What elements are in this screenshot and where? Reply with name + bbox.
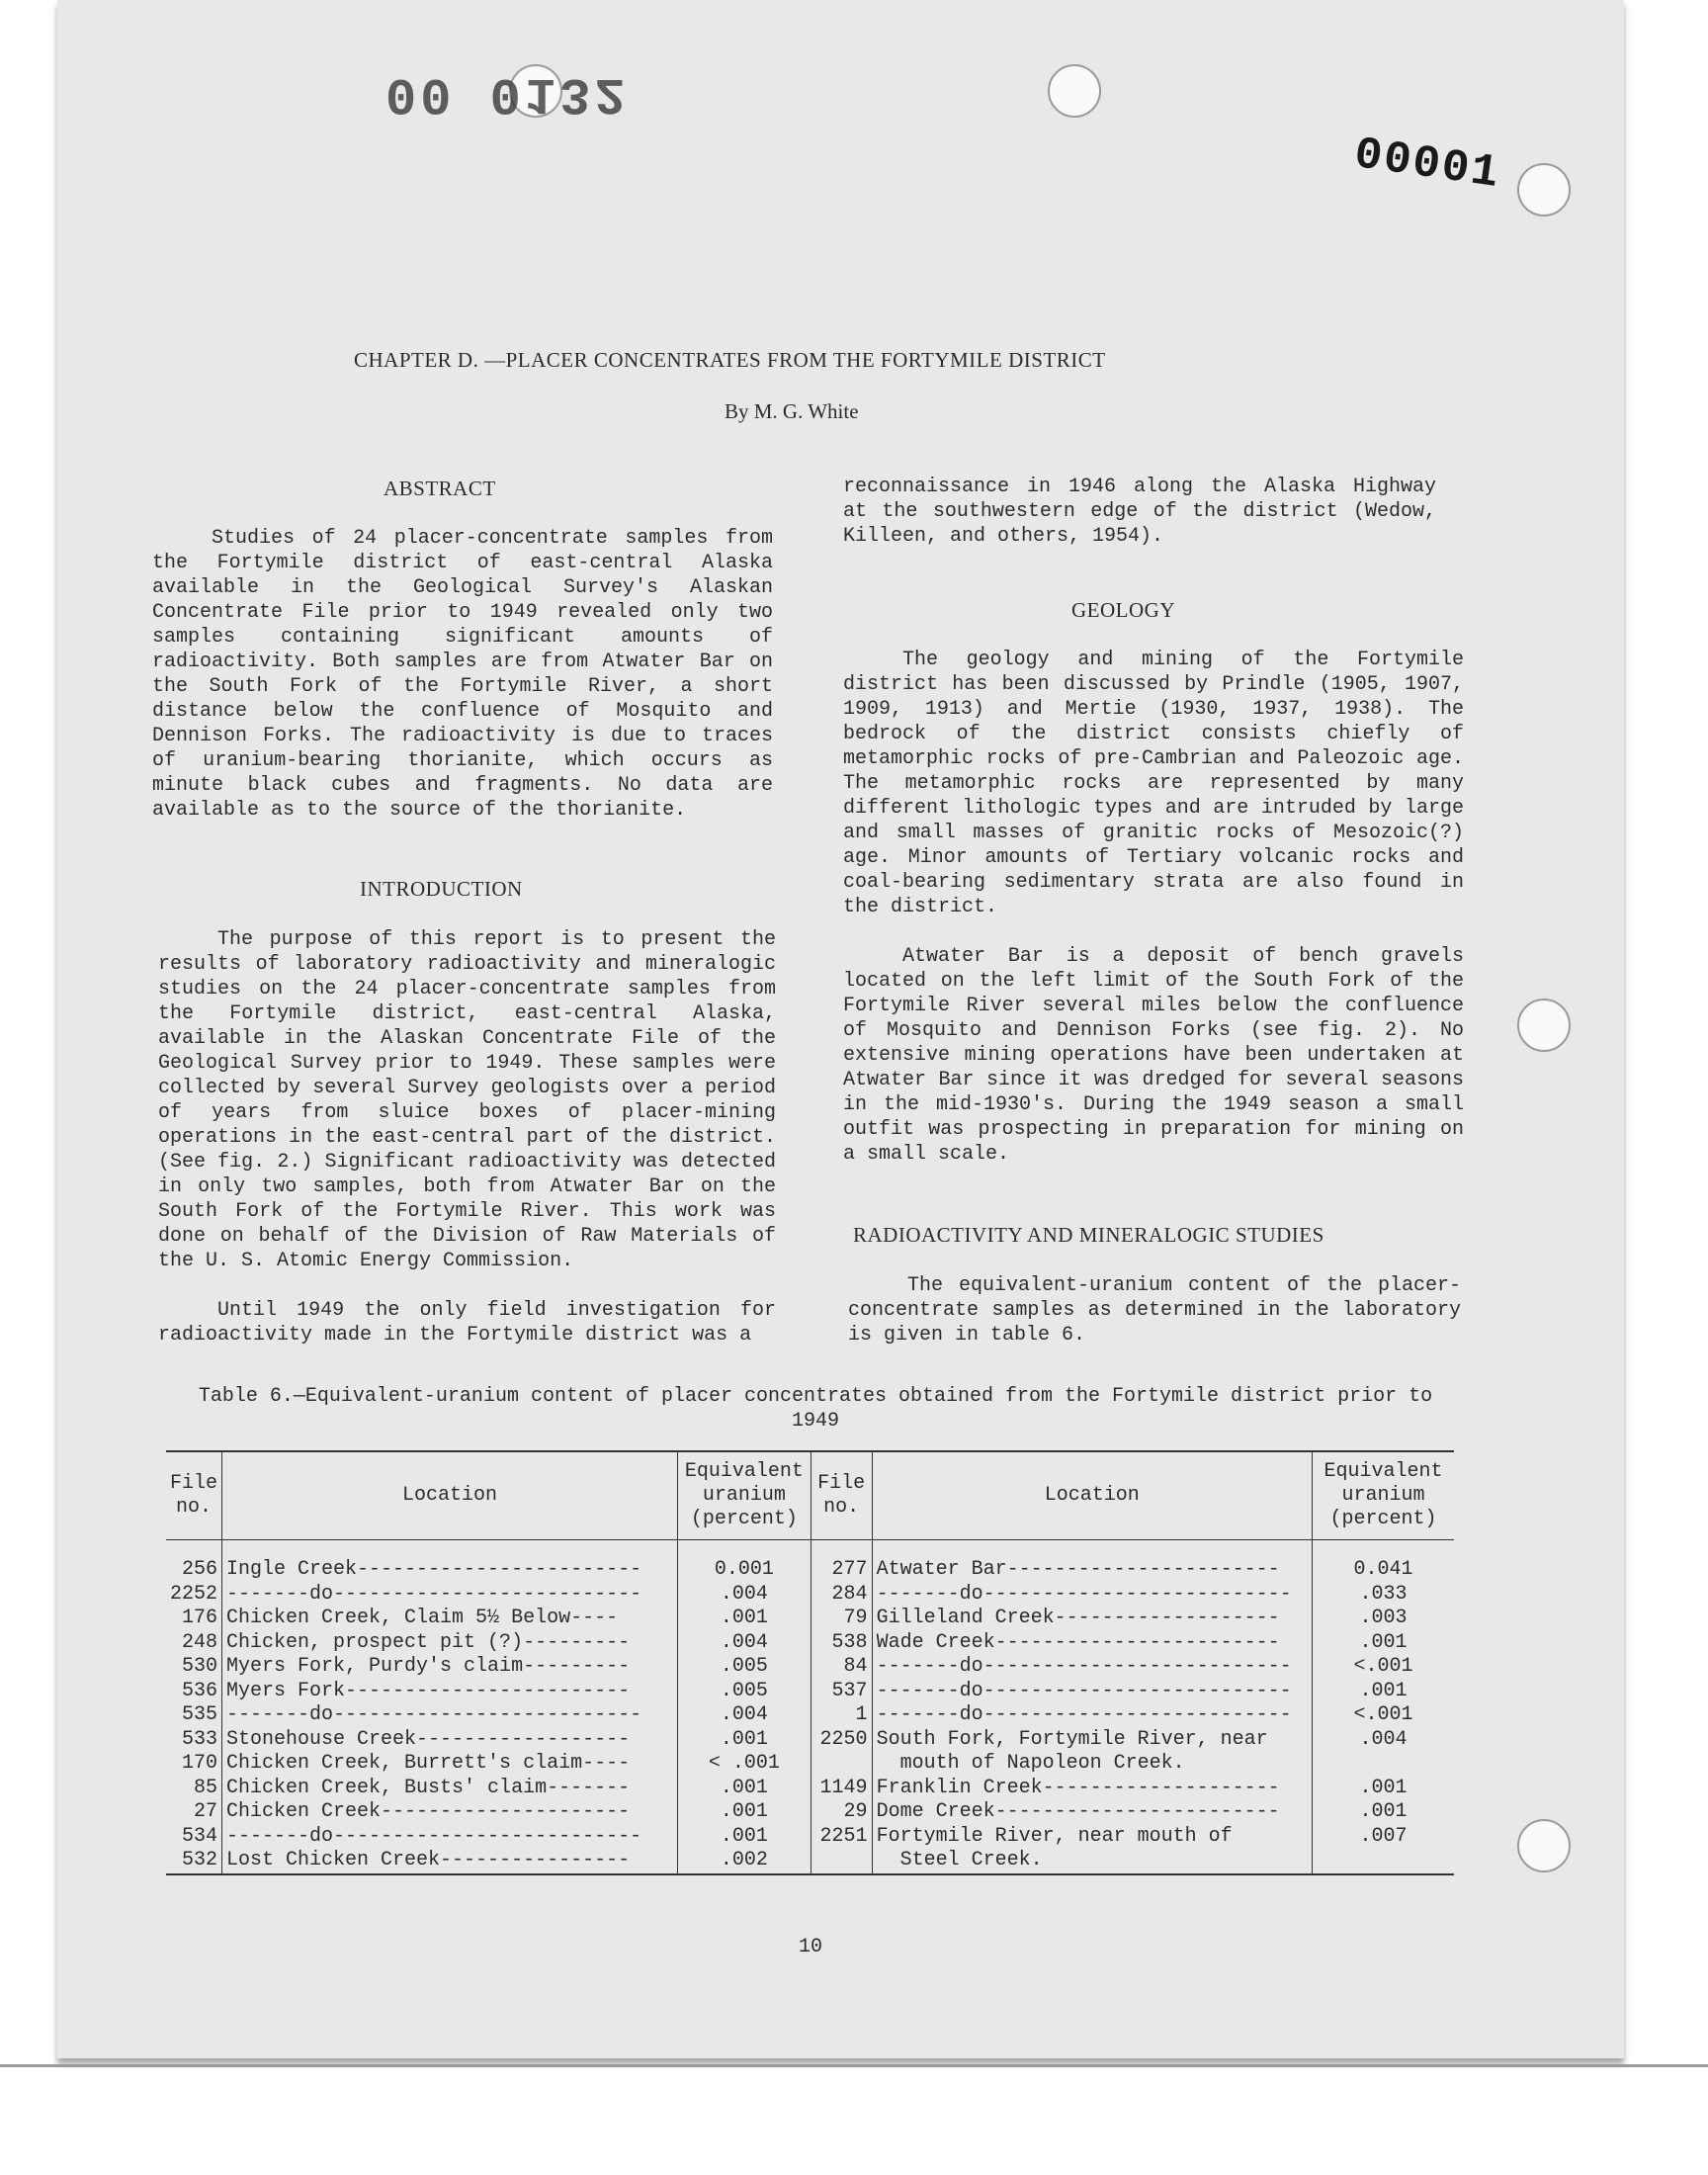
eu-cell: .002: [678, 1849, 811, 1874]
file-no-cell: 248: [166, 1631, 222, 1656]
table-spacer-row: [166, 1540, 1454, 1559]
eu-cell: <.001: [1353, 1703, 1413, 1726]
eu-cell: 0.041: [1353, 1558, 1413, 1581]
geology-paragraph-2: Atwater Bar is a deposit of bench gravels located on the left limit of the South Fork of the Fortymile River several miles below the confluence of Mosquito and Dennison Forks (see fig. 2). No extensive mining operations have been undertaken at Atwater Bar since it was dredged for several seasons in the mid-1930's. During the 1949 season a small outfit was prospecting in preparation for mining on a small scale.: [843, 945, 1464, 1166]
location-cell: -------do--------------------------: [872, 1583, 1312, 1608]
eu-cell: [1313, 1752, 1454, 1777]
location-cell: Stonehouse Creek------------------: [222, 1728, 678, 1753]
inverted-stamp-number: 00 0132: [385, 64, 630, 123]
geology-text-block: [843, 648, 1464, 1167]
radioactivity-paragraph-1: The equivalent-uranium content of the placer-concentrate samples as determined in the laboratory is given in table 6.: [848, 1274, 1461, 1347]
introduction-heading: INTRODUCTION: [360, 877, 523, 901]
eu-cell: [1313, 1849, 1454, 1874]
geology-paragraph-1: The geology and mining of the Fortymile district has been discussed by Prindle (1905, 1907, 1909, 1913) and Mertie (1930, 1937, 1938). The bedrock of the district consists chiefly of metamorphic rocks of pre-Cambrian and Paleozoic age. The metamorphic rocks are represented by many different lithologic types and are intruded by large and small masses of granitic rocks of Mesozoic(?) age. Minor amounts of Tertiary volcanic rocks and coal-bearing sedimentary strata are also found in the district.: [843, 649, 1464, 918]
file-no-cell: 530: [166, 1655, 222, 1680]
file-no-cell: 536: [166, 1680, 222, 1704]
location-cell: -------do--------------------------: [872, 1680, 1312, 1704]
eu-cell: .004: [678, 1583, 811, 1608]
punch-hole: [1517, 163, 1571, 217]
table-row: [166, 1800, 1454, 1825]
eu-cell: .005: [678, 1655, 811, 1680]
eu-cell: .003: [1359, 1607, 1408, 1629]
file-no-cell: 2250: [811, 1728, 872, 1753]
introduction-paragraph-1: The purpose of this report is to present the results of laboratory radioactivity and mineralogic studies on the 24 placer-concentrate samples from the Fortymile district, east-central Alaska, available in the Alaskan Concentrate File of the Geological Survey prior to 1949. These samples were collected by several Survey geologists over a period of years from sluice boxes of placer-mining operations in the east-central part of the district. (See fig. 2.) Significant radioactivity was detected in only two samples, both from Atwater Bar on the South Fork of the Fortymile River. This work was done on behalf of the Division of Raw Materials of the U. S. Atomic Energy Commission.: [158, 928, 776, 1272]
eu-cell: .001: [678, 1825, 811, 1850]
location-cell: Ingle Creek------------------------: [222, 1558, 678, 1583]
geology-heading: GEOLOGY: [1071, 598, 1175, 622]
table-row: [166, 1680, 1454, 1704]
table-row: [166, 1849, 1454, 1874]
location-cell: Franklin Creek--------------------: [872, 1777, 1312, 1801]
eu-cell: .004: [678, 1631, 811, 1656]
location-cell: Chicken Creek, Claim 5½ Below----: [222, 1607, 678, 1631]
eu-cell: .001: [1359, 1679, 1408, 1702]
table-row: [166, 1728, 1454, 1753]
eu-content-table: [166, 1450, 1454, 1875]
eu-cell: .001: [678, 1728, 811, 1753]
eu-cell: .001: [1359, 1776, 1408, 1799]
file-no-cell: 29: [811, 1800, 872, 1825]
file-no-header: File no.: [166, 1451, 222, 1540]
location-cell: mouth of Napoleon Creek.: [872, 1752, 1312, 1777]
location-cell: Chicken, prospect pit (?)---------: [222, 1631, 678, 1656]
page-edge-shadow: [0, 2064, 1708, 2067]
file-no-cell: 1149: [811, 1777, 872, 1801]
file-no-cell: [811, 1849, 872, 1874]
file-no-cell: 532: [166, 1849, 222, 1874]
byline: By M. G. White: [725, 399, 859, 423]
page-stamp-number: 00001: [1351, 128, 1503, 201]
file-no-cell: 79: [811, 1607, 872, 1631]
eu-cell: .033: [1359, 1582, 1408, 1606]
punch-hole: [1517, 999, 1571, 1052]
location-cell: Dome Creek------------------------: [872, 1800, 1312, 1825]
eu-cell: .001: [678, 1800, 811, 1825]
file-no-cell: 256: [166, 1558, 222, 1583]
punch-hole: [1048, 64, 1101, 118]
eu-cell: .001: [678, 1607, 811, 1631]
file-no-cell: 84: [811, 1655, 872, 1680]
location-cell: Chicken Creek, Burrett's claim----: [222, 1752, 678, 1777]
table-row: [166, 1631, 1454, 1656]
table-header-row: [166, 1451, 1454, 1540]
radioactivity-heading: RADIOACTIVITY AND MINERALOGIC STUDIES: [853, 1223, 1324, 1247]
location-cell: Chicken Creek, Busts' claim-------: [222, 1777, 678, 1801]
eu-header: Equivalent uranium (percent): [678, 1451, 811, 1540]
location-cell: -------do--------------------------: [872, 1655, 1312, 1680]
eu-header: Equivalent uranium (percent): [1313, 1451, 1454, 1540]
file-no-cell: 85: [166, 1777, 222, 1801]
file-no-cell: 27: [166, 1800, 222, 1825]
table-row: [166, 1583, 1454, 1608]
file-no-cell: 2251: [811, 1825, 872, 1850]
file-no-cell: 2252: [166, 1583, 222, 1608]
introduction-continued-block: [843, 475, 1436, 549]
table-caption: Table 6.—Equivalent-uranium content of placer concentrates obtained from the Fortymile district prior to 1949: [198, 1385, 1433, 1433]
chapter-title: CHAPTER D. —PLACER CONCENTRATES FROM THE FORTYMILE DISTRICT: [354, 348, 1106, 372]
file-no-cell: 534: [166, 1825, 222, 1850]
eu-cell: < .001: [678, 1752, 811, 1777]
introduction-paragraph-2-start: Until 1949 the only field investigation for radioactivity made in the Fortymile district was a: [158, 1299, 776, 1347]
file-no-cell: 537: [811, 1680, 872, 1704]
location-cell: South Fork, Fortymile River, near: [872, 1728, 1312, 1753]
eu-cell: .005: [678, 1680, 811, 1704]
location-cell: Steel Creek.: [872, 1849, 1312, 1874]
eu-cell: .004: [1359, 1727, 1408, 1751]
table-row: [166, 1825, 1454, 1850]
location-cell: -------do--------------------------: [222, 1703, 678, 1728]
eu-cell: .001: [678, 1777, 811, 1801]
file-no-cell: 170: [166, 1752, 222, 1777]
location-cell: Myers Fork, Purdy's claim---------: [222, 1655, 678, 1680]
eu-cell: .001: [1359, 1630, 1408, 1654]
page-number: 10: [799, 1936, 823, 1958]
file-no-cell: 538: [811, 1631, 872, 1656]
table-row: [166, 1703, 1454, 1728]
location-header: Location: [222, 1451, 678, 1540]
radioactivity-text-block: [848, 1273, 1461, 1348]
eu-cell: .001: [1359, 1800, 1408, 1823]
file-no-cell: 533: [166, 1728, 222, 1753]
table-row: [166, 1558, 1454, 1583]
table-body: [166, 1540, 1454, 1874]
file-no-cell: 284: [811, 1583, 872, 1608]
location-cell: Lost Chicken Creek----------------: [222, 1849, 678, 1874]
introduction-paragraph-2-end: reconnaissance in 1946 along the Alaska Highway at the southwestern edge of the district (Wedow, Killeen, and others, 1954).: [843, 476, 1436, 548]
location-cell: Gilleland Creek-------------------: [872, 1607, 1312, 1631]
abstract-heading: ABSTRACT: [384, 477, 496, 500]
eu-cell: 0.001: [678, 1558, 811, 1583]
location-header: Location: [872, 1451, 1312, 1540]
file-no-cell: 535: [166, 1703, 222, 1728]
abstract-text-block: [152, 526, 773, 823]
file-no-cell: [811, 1752, 872, 1777]
location-cell: -------do--------------------------: [872, 1703, 1312, 1728]
location-cell: Chicken Creek---------------------: [222, 1800, 678, 1825]
location-cell: Myers Fork------------------------: [222, 1680, 678, 1704]
table-row: [166, 1777, 1454, 1801]
abstract-paragraph: Studies of 24 placer-concentrate samples from the Fortymile district of east-central Alaska available in the Geological Survey's Alaskan Concentrate File prior to 1949 revealed only two samples containing significant amounts of radioactivity. Both samples are from Atwater Bar on the South Fork of the Fortymile River, a short distance below the confluence of Mosquito and Dennison Forks. The radioactivity is due to traces of uranium-bearing thorianite, which occurs as minute black cubes and fragments. No data are available as to the source of the thorianite.: [152, 527, 773, 822]
location-cell: -------do--------------------------: [222, 1825, 678, 1850]
table-row: [166, 1752, 1454, 1777]
location-cell: Wade Creek------------------------: [872, 1631, 1312, 1656]
table-row: [166, 1655, 1454, 1680]
eu-cell: .004: [678, 1703, 811, 1728]
location-cell: -------do--------------------------: [222, 1583, 678, 1608]
eu-cell: .007: [1359, 1824, 1408, 1848]
eu-cell: <.001: [1353, 1655, 1413, 1678]
location-cell: Fortymile River, near mouth of: [872, 1825, 1312, 1850]
file-no-cell: 176: [166, 1607, 222, 1631]
table-row: [166, 1607, 1454, 1631]
file-no-cell: 277: [811, 1558, 872, 1583]
introduction-text-block: [158, 927, 776, 1348]
file-no-header: File no.: [811, 1451, 872, 1540]
punch-hole: [1517, 1819, 1571, 1872]
file-no-cell: 1: [811, 1703, 872, 1728]
location-cell: Atwater Bar-----------------------: [872, 1558, 1312, 1583]
